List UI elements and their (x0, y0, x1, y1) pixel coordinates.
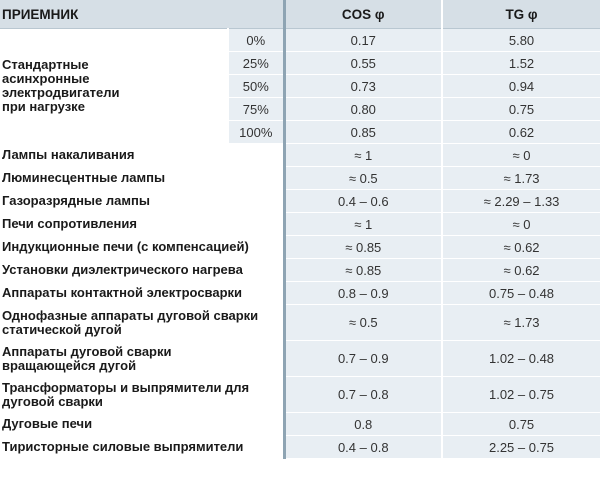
cos-cell: 0.17 (284, 29, 442, 52)
row-label-line: дуговой сварки (2, 393, 103, 409)
group-label-line: Стандартные (2, 57, 89, 72)
row-label (0, 436, 284, 459)
row-label-line: Газоразрядные лампы (2, 193, 150, 208)
tg-cell: 5.80 (442, 29, 600, 52)
cos-cell: 0.80 (284, 98, 442, 121)
cos-cell: ≈ 1 (284, 144, 442, 167)
row-label-line: Лампы накаливания (2, 147, 135, 162)
group-label-line: электродвигатели (2, 85, 120, 100)
table-row (0, 305, 600, 341)
row-label (0, 413, 284, 436)
row-label-line: Индукционные печи (с компенсацией) (2, 239, 249, 254)
row-label (0, 341, 284, 377)
row-label (0, 305, 284, 341)
group-label (0, 29, 228, 144)
table-row (0, 29, 600, 52)
row-label-line: Тиристорные силовые выпрямители (2, 439, 244, 454)
load-cell: 0% (228, 29, 284, 52)
tg-cell: 0.94 (442, 75, 600, 98)
row-label-line: вращающейся дугой (2, 357, 137, 373)
cos-cell: ≈ 0.85 (284, 236, 442, 259)
load-cell: 25% (228, 52, 284, 75)
load-cell: 75% (228, 98, 284, 121)
tg-cell: ≈ 0.62 (442, 236, 600, 259)
table-row (0, 413, 600, 436)
tg-cell: 1.02 – 0.48 (442, 341, 600, 377)
table-row (0, 436, 600, 459)
cos-cell: 0.8 – 0.9 (284, 282, 442, 305)
tg-cell: 0.75 (442, 413, 600, 436)
tg-cell: ≈ 2.29 – 1.33 (442, 190, 600, 213)
row-label-line: Однофазные аппараты дуговой сварки (2, 307, 259, 323)
table-row (0, 190, 600, 213)
table-row (0, 144, 600, 167)
tg-cell: ≈ 1.73 (442, 167, 600, 190)
group-label-line: асинхронные (2, 71, 90, 86)
table-row (0, 236, 600, 259)
header-name: ПРИЕМНИК (0, 0, 284, 29)
row-label-line: Печи сопротивления (2, 216, 137, 231)
tg-cell: 0.75 (442, 98, 600, 121)
load-cell: 50% (228, 75, 284, 98)
row-label (0, 236, 284, 259)
table-row (0, 167, 600, 190)
table-row (0, 259, 600, 282)
header-tg: TG φ (442, 0, 600, 29)
table-row (0, 282, 600, 305)
table-header-row (0, 0, 600, 29)
cos-cell: ≈ 0.85 (284, 259, 442, 282)
load-cell: 100% (228, 121, 284, 144)
cos-cell: ≈ 1 (284, 213, 442, 236)
cos-cell: ≈ 0.5 (284, 305, 442, 341)
cos-cell: 0.4 – 0.8 (284, 436, 442, 459)
row-label (0, 190, 284, 213)
row-label (0, 377, 284, 413)
tg-cell: 0.75 – 0.48 (442, 282, 600, 305)
row-label (0, 282, 284, 305)
row-label-line: Трансформаторы и выпрямители для (2, 379, 250, 395)
row-label (0, 213, 284, 236)
header-cos: COS φ (284, 0, 442, 29)
cos-cell: 0.7 – 0.8 (284, 377, 442, 413)
tg-cell: ≈ 0 (442, 213, 600, 236)
tg-cell: ≈ 1.73 (442, 305, 600, 341)
cos-cell: ≈ 0.5 (284, 167, 442, 190)
cos-cell: 0.85 (284, 121, 442, 144)
tg-cell: 1.02 – 0.75 (442, 377, 600, 413)
row-label-line: Аппараты контактной электросварки (2, 285, 243, 300)
tg-cell: ≈ 0.62 (442, 259, 600, 282)
row-label-line: Дуговые печи (2, 416, 93, 431)
table-row (0, 341, 600, 377)
row-label-line: Установки диэлектрического нагрева (2, 262, 243, 277)
cos-cell: 0.55 (284, 52, 442, 75)
row-label-line: статической дугой (2, 321, 122, 337)
row-label (0, 259, 284, 282)
table-row (0, 213, 600, 236)
row-label-line: Аппараты дуговой сварки (2, 343, 172, 359)
row-label (0, 167, 284, 190)
cos-cell: 0.7 – 0.9 (284, 341, 442, 377)
tg-cell: 1.52 (442, 52, 600, 75)
group-label-line: при нагрузке (2, 99, 85, 114)
row-label (0, 144, 284, 167)
cos-cell: 0.73 (284, 75, 442, 98)
tg-cell: ≈ 0 (442, 144, 600, 167)
cos-cell: 0.4 – 0.6 (284, 190, 442, 213)
tg-cell: 2.25 – 0.75 (442, 436, 600, 459)
cos-cell: 0.8 (284, 413, 442, 436)
tg-cell: 0.62 (442, 121, 600, 144)
row-label-line: Люминесцентные лампы (2, 170, 166, 185)
table-row (0, 377, 600, 413)
